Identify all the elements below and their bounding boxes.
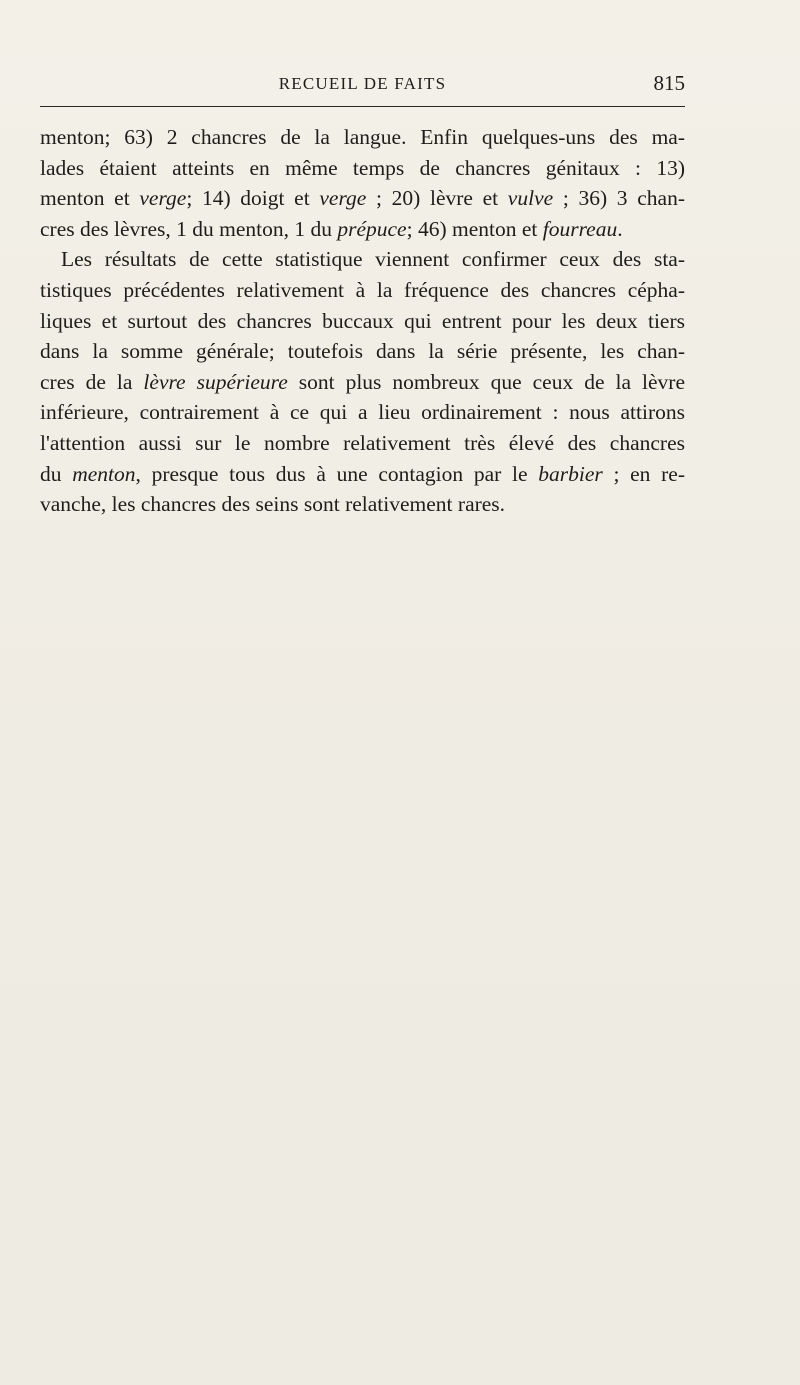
text-run: ; 46) menton et bbox=[406, 216, 543, 241]
text-run: menton et bbox=[40, 186, 140, 211]
text-run: , presque tous dus à une contagion par le bbox=[135, 461, 539, 486]
text-line bbox=[40, 336, 685, 367]
text-line bbox=[40, 183, 685, 214]
text-line bbox=[40, 153, 685, 184]
text-line bbox=[40, 367, 685, 398]
text-run: liques et surtout des chancres buccaux qui entrent pour les deux tiers bbox=[40, 308, 685, 333]
italic-run: verge bbox=[319, 186, 367, 211]
text-run: sont plus nombreux que ceux de la lèvre bbox=[287, 369, 686, 394]
text-run: du bbox=[40, 461, 73, 486]
running-head bbox=[40, 70, 685, 102]
text-run: dans la somme générale; toutefois dans la série présente, les chan- bbox=[40, 339, 685, 364]
text-line bbox=[40, 214, 685, 245]
italic-run: menton bbox=[72, 461, 136, 486]
body-text bbox=[40, 122, 685, 520]
text-run: ; 36) 3 chan- bbox=[553, 186, 685, 211]
text-run: tistiques précédentes relativement à la fréquence des chancres cépha- bbox=[40, 277, 685, 302]
text-run: menton; 63) 2 chancres de la langue. Enfin quelques-uns des ma- bbox=[40, 125, 685, 149]
italic-run: verge bbox=[139, 186, 187, 211]
italic-run: vulve bbox=[507, 186, 554, 211]
text-run: lades étaient atteints en même temps de chancres génitaux : 13) bbox=[40, 155, 685, 180]
text-run: . bbox=[617, 216, 623, 241]
text-run: cres des lèvres, 1 du menton, 1 du bbox=[40, 216, 338, 241]
italic-run: prépuce bbox=[337, 216, 407, 241]
text-run: ; en re- bbox=[602, 461, 686, 486]
text-line bbox=[40, 459, 685, 490]
italic-run: lèvre supérieure bbox=[143, 369, 288, 394]
header-rule bbox=[40, 106, 685, 107]
italic-run: barbier bbox=[538, 461, 603, 486]
text-line bbox=[40, 244, 685, 275]
italic-run: fourreau bbox=[542, 216, 618, 241]
text-line bbox=[40, 306, 685, 337]
running-title: RECUEIL DE FAITS bbox=[278, 74, 447, 93]
page-number: 815 bbox=[653, 71, 685, 95]
text-run: vanche, les chancres des seins sont relativement rares. bbox=[40, 492, 506, 517]
text-run: ; 14) doigt et bbox=[186, 186, 320, 211]
text-run: ; 20) lèvre et bbox=[366, 186, 508, 211]
text-line bbox=[40, 428, 685, 459]
text-line bbox=[40, 122, 685, 153]
text-line bbox=[40, 489, 685, 520]
text-line bbox=[40, 275, 685, 306]
text-run: Les résultats de cette statistique viennent confirmer ceux des sta- bbox=[61, 247, 685, 272]
text-line bbox=[40, 397, 685, 428]
text-run: cres de la bbox=[40, 369, 144, 394]
text-run: l'attention aussi sur le nombre relativement très élevé des chancres bbox=[40, 430, 685, 455]
text-run: inférieure, contrairement à ce qui a lieu ordinairement : nous attirons bbox=[40, 400, 685, 425]
